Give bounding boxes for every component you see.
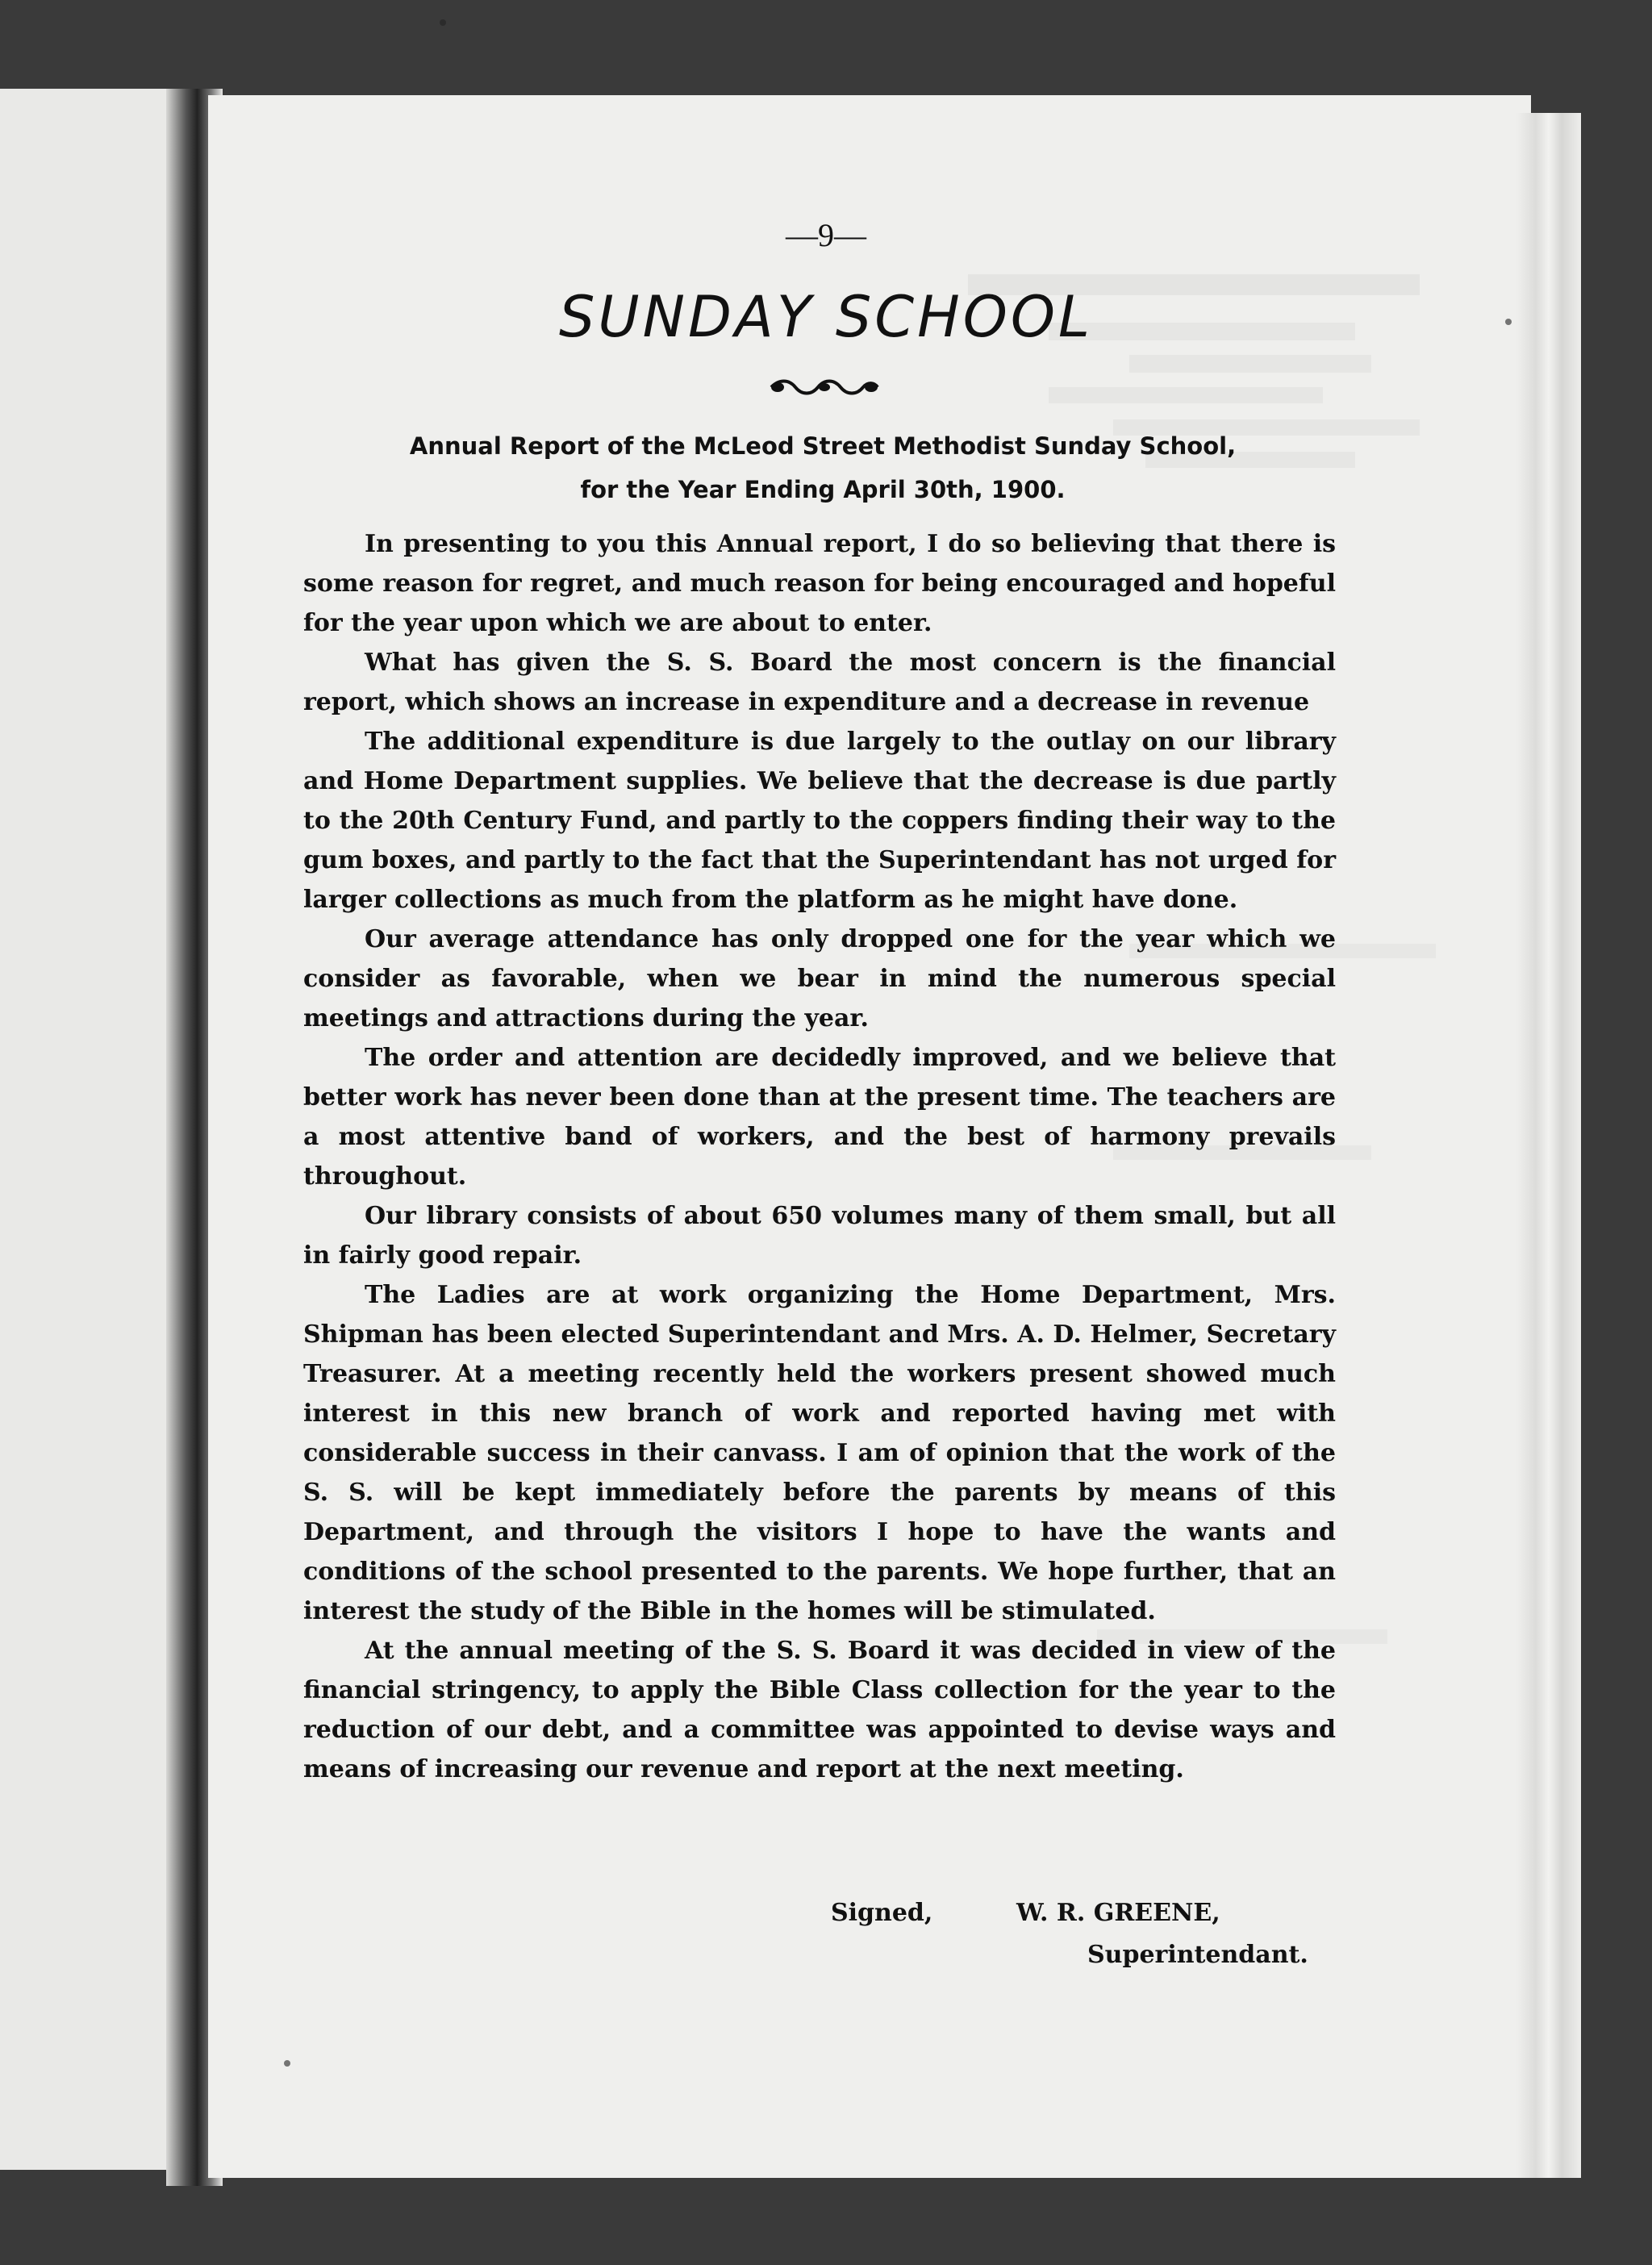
signature-block <box>831 1892 1347 1976</box>
paragraph: The Ladies are at work organizing the Home Department, Mrs. Shipman has been elected Superintendant and Mrs. A. D. Helmer, Secretary Treasurer. At a meeting recently held the workers present showed much interest in this new branch of work and reported having met with considerable success in their canvass. I am of opinion that the work of the S. S. will be kept immediately before the parents by means of this Department, and through the visitors I hope to have the wants and conditions of the school presented to the parents. We hope further, that an interest the study of the Bible in the homes will be stimulated. <box>303 1281 1336 1625</box>
paragraph: The additional expenditure is due largely to the outlay on our library and Home Department supplies. We believe that the decrease is due partly to the 20th Century Fund, and partly to the coppers finding their way to the gum boxes, and partly to the fact that the Superintendant has not urged for larger collections as much from the platform as he might have done. <box>303 728 1336 914</box>
page-heading: SUNDAY SCHOOL <box>559 284 1093 350</box>
paragraph: Our library consists of about 650 volumes many of them small, but all in fairly good repair. <box>303 1202 1336 1270</box>
report-subtitle-line2: for the Year Ending April 30th, 1900. <box>580 476 1066 503</box>
signatory-title: Superintendant. <box>1087 1941 1308 1969</box>
paragraph: The order and attention are decidedly improved, and we believe that better work has never been done than at the present time. The teachers are a most attentive band of workers, and the best of harmony prevails throughout. <box>303 1044 1336 1191</box>
paragraph: Our average attendance has only dropped one for the year which we consider as favorable, when we bear in mind the numerous special meetings and attractions during the year. <box>303 925 1336 1032</box>
report-subtitle-line1: Annual Report of the McLeod Street Methodist Sunday School, <box>409 432 1237 460</box>
scan-speck <box>284 2060 290 2067</box>
scan-speck <box>440 19 446 26</box>
paragraph: At the annual meeting of the S. S. Board it was decided in view of the financial stringency, to apply the Bible Class collection for the year to the reduction of our debt, and a committee was appointed to devise ways and means of increasing our revenue and report at the next meeting. <box>303 1637 1336 1783</box>
paragraph: What has given the S. S. Board the most concern is the financial report, which shows an increase in expenditure and a decrease in revenue <box>303 649 1336 716</box>
signatory-name: W. R. GREENE, <box>1016 1899 1220 1927</box>
ornament-flourish-icon <box>768 376 881 398</box>
signed-label: Signed, <box>831 1899 933 1927</box>
report-body <box>303 524 1336 1789</box>
paragraph: In presenting to you this Annual report, I do so believing that there is some reason for regret, and much reason for being encouraged and hopeful for the year upon which we are about to enter. <box>303 530 1336 637</box>
page-number: —9— <box>786 217 866 253</box>
